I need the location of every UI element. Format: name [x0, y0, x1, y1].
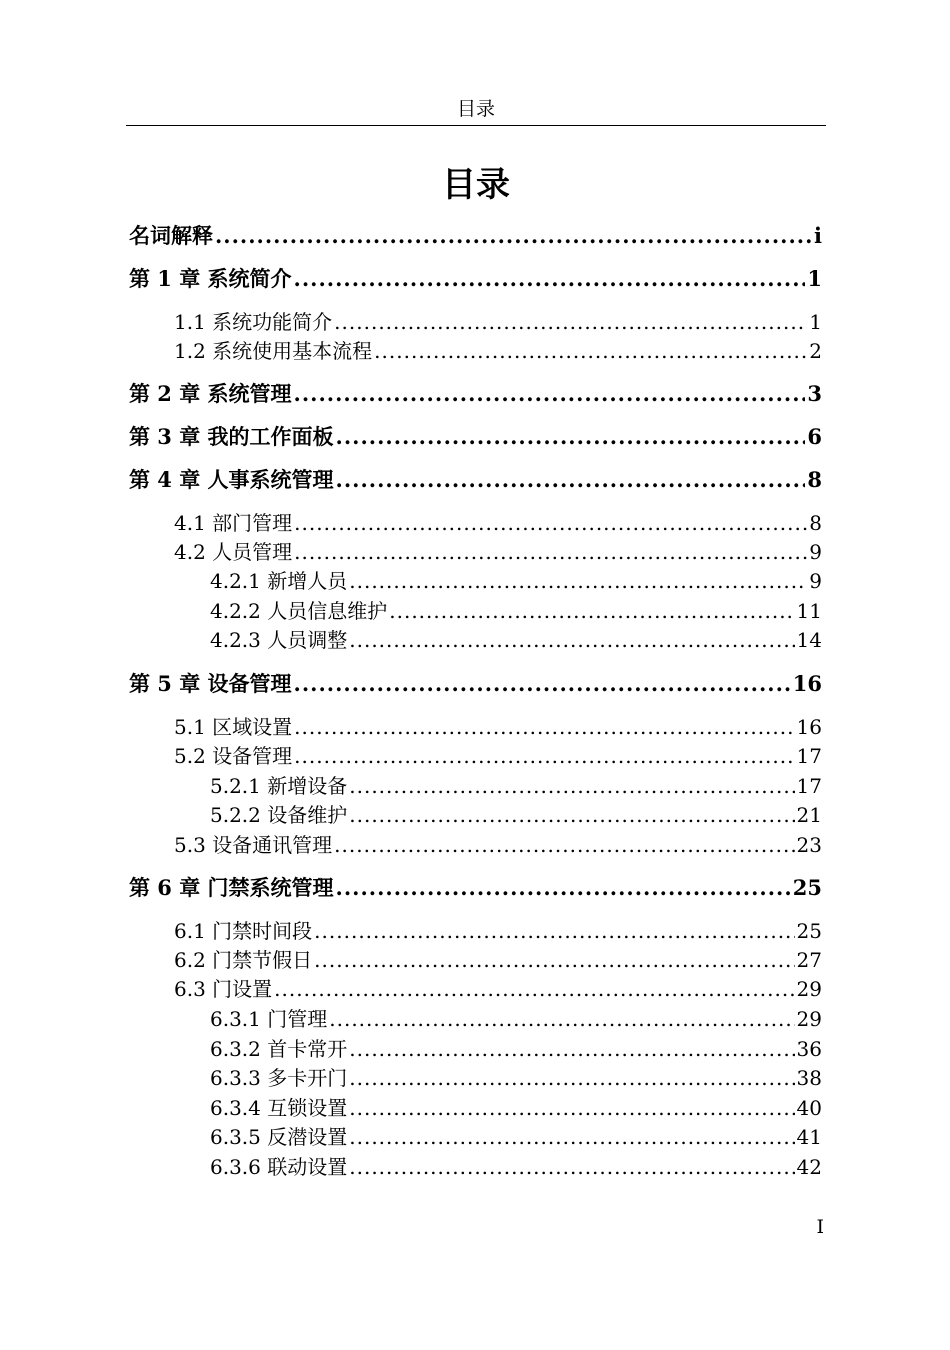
dot-leader [329, 1004, 794, 1034]
toc-entry-page: 23 [796, 833, 822, 857]
toc-entry-label: 6.3.3 多卡开门 [210, 1066, 348, 1090]
dot-leader [389, 596, 794, 626]
dot-leader [294, 508, 807, 538]
toc-entry-page: 17 [796, 744, 822, 768]
toc-entry-label: 5.2.2 设备维护 [210, 803, 348, 827]
toc-entry-section[interactable] [174, 336, 822, 366]
toc-entry-section[interactable] [174, 830, 822, 860]
dot-leader [294, 379, 806, 409]
toc-entry-page: 16 [796, 715, 822, 739]
toc-entry-page: 14 [796, 628, 822, 652]
dot-leader [334, 307, 807, 337]
toc-entry-label: 6.3.4 互锁设置 [210, 1096, 348, 1120]
toc-entry-label: 第 4 章 人事系统管理 [129, 467, 334, 492]
toc-entry-page: 36 [796, 1037, 822, 1061]
toc-entry-page: 38 [796, 1066, 822, 1090]
toc-entry-section[interactable] [174, 916, 822, 946]
dot-leader [349, 566, 807, 596]
toc-entry-page: 41 [796, 1125, 822, 1149]
toc-entry-page: 29 [796, 977, 822, 1001]
header-rule [126, 125, 826, 126]
toc-entry-label: 4.2.3 人员调整 [210, 628, 348, 652]
toc-entry-subsection[interactable] [210, 596, 822, 626]
dot-leader [349, 1063, 794, 1093]
toc-entry-section[interactable] [174, 537, 822, 567]
toc-entry-label: 5.1 区域设置 [174, 715, 293, 739]
toc-entry-label: 5.2 设备管理 [174, 744, 293, 768]
toc-entry-label: 6.3.5 反潜设置 [210, 1125, 348, 1149]
dot-leader [349, 1122, 794, 1152]
toc-entry-section[interactable] [174, 974, 822, 1004]
dot-leader [334, 830, 794, 860]
dot-leader [274, 974, 794, 1004]
dot-leader [294, 712, 794, 742]
toc-entry-subsection[interactable] [210, 566, 822, 596]
dot-leader [349, 771, 794, 801]
toc-entry-subsection[interactable] [210, 1152, 822, 1182]
toc-entry-subsection[interactable] [210, 800, 822, 830]
dot-leader [294, 741, 794, 771]
toc-entry-page: 16 [792, 671, 822, 696]
toc-entry-label: 5.3 设备通讯管理 [174, 833, 333, 857]
toc-entry-section[interactable] [174, 307, 822, 337]
toc-entry-subsection[interactable] [210, 771, 822, 801]
toc-entry-label: 名词解释 [129, 223, 213, 248]
dot-leader [349, 625, 794, 655]
toc-entry-page: 2 [809, 339, 822, 363]
toc-entry-chapter[interactable] [129, 264, 822, 294]
toc-entry-subsection[interactable] [210, 1093, 822, 1123]
toc-entry-label: 6.3.1 门管理 [210, 1007, 328, 1031]
toc-entry-chapter[interactable] [129, 465, 822, 495]
toc-entry-label: 第 2 章 系统管理 [129, 381, 292, 406]
toc-entry-label: 6.3 门设置 [174, 977, 273, 1001]
toc-entry-chapter[interactable] [129, 422, 822, 452]
toc-entry-label: 第 1 章 系统简介 [129, 266, 292, 291]
toc-entry-page: 9 [809, 540, 822, 564]
dot-leader [294, 669, 791, 699]
dot-leader [349, 1093, 794, 1123]
toc-entry-label: 6.3.6 联动设置 [210, 1155, 348, 1179]
toc-entry-subsection[interactable] [210, 1063, 822, 1093]
toc-entry-page: 25 [796, 919, 822, 943]
toc-entry-page: 1 [809, 310, 822, 334]
dot-leader [349, 800, 794, 830]
dot-leader [215, 221, 812, 251]
toc-entry-label: 1.2 系统使用基本流程 [174, 339, 373, 363]
toc-entry-page: 6 [807, 424, 822, 449]
dot-leader [336, 422, 806, 452]
toc-entry-label: 4.2 人员管理 [174, 540, 293, 564]
toc-entry-page: 9 [809, 569, 822, 593]
toc-entry-page: 29 [796, 1007, 822, 1031]
toc-entry-subsection[interactable] [210, 1122, 822, 1152]
toc-entry-subsection[interactable] [210, 625, 822, 655]
toc-entry-label: 6.3.2 首卡常开 [210, 1037, 348, 1061]
toc-entry-page: 8 [809, 511, 822, 535]
toc-entry-page: 17 [796, 774, 822, 798]
toc-entry-section[interactable] [174, 945, 822, 975]
dot-leader [314, 945, 794, 975]
toc-entry-page: 21 [796, 803, 822, 827]
dot-leader [349, 1152, 794, 1182]
toc-entry-chapter[interactable] [129, 379, 822, 409]
toc-entry-subsection[interactable] [210, 1004, 822, 1034]
toc-entry-label: 第 6 章 门禁系统管理 [129, 875, 334, 900]
toc-entry-label: 4.2.2 人员信息维护 [210, 599, 388, 623]
dot-leader [294, 537, 807, 567]
toc-entry-chapter[interactable] [129, 221, 822, 251]
toc-entry-label: 6.1 门禁时间段 [174, 919, 313, 943]
dot-leader [336, 465, 806, 495]
dot-leader [374, 336, 807, 366]
page-number: I [816, 1216, 824, 1238]
toc-entry-label: 第 3 章 我的工作面板 [129, 424, 334, 449]
toc-entry-label: 6.2 门禁节假日 [174, 948, 313, 972]
toc-entry-label: 4.2.1 新增人员 [210, 569, 348, 593]
toc-entry-page: 27 [796, 948, 822, 972]
dot-leader [349, 1034, 794, 1064]
dot-leader [314, 916, 794, 946]
toc-entry-label: 第 5 章 设备管理 [129, 671, 292, 696]
toc-entry-chapter[interactable] [129, 669, 822, 699]
toc-entry-page: 1 [807, 266, 822, 291]
dot-leader [336, 873, 791, 903]
toc-entry-subsection[interactable] [210, 1034, 822, 1064]
toc-entry-section[interactable] [174, 712, 822, 742]
page-title: 目录 [442, 165, 510, 205]
toc-entry-label: 4.1 部门管理 [174, 511, 293, 535]
toc-entry-chapter[interactable] [129, 873, 822, 903]
toc-entry-section[interactable] [174, 741, 822, 771]
toc-entry-page: 8 [807, 467, 822, 492]
dot-leader [294, 264, 806, 294]
toc-entry-page: 42 [796, 1155, 822, 1179]
toc-entry-page: 3 [807, 381, 822, 406]
toc-entry-page: 25 [792, 875, 822, 900]
running-header: 目录 [456, 98, 495, 120]
toc-entry-section[interactable] [174, 508, 822, 538]
toc-entry-page: i [814, 223, 822, 248]
toc-entry-page: 40 [796, 1096, 822, 1120]
toc-entry-page: 11 [796, 599, 822, 623]
toc-entry-label: 5.2.1 新增设备 [210, 774, 348, 798]
toc-entry-label: 1.1 系统功能简介 [174, 310, 333, 334]
